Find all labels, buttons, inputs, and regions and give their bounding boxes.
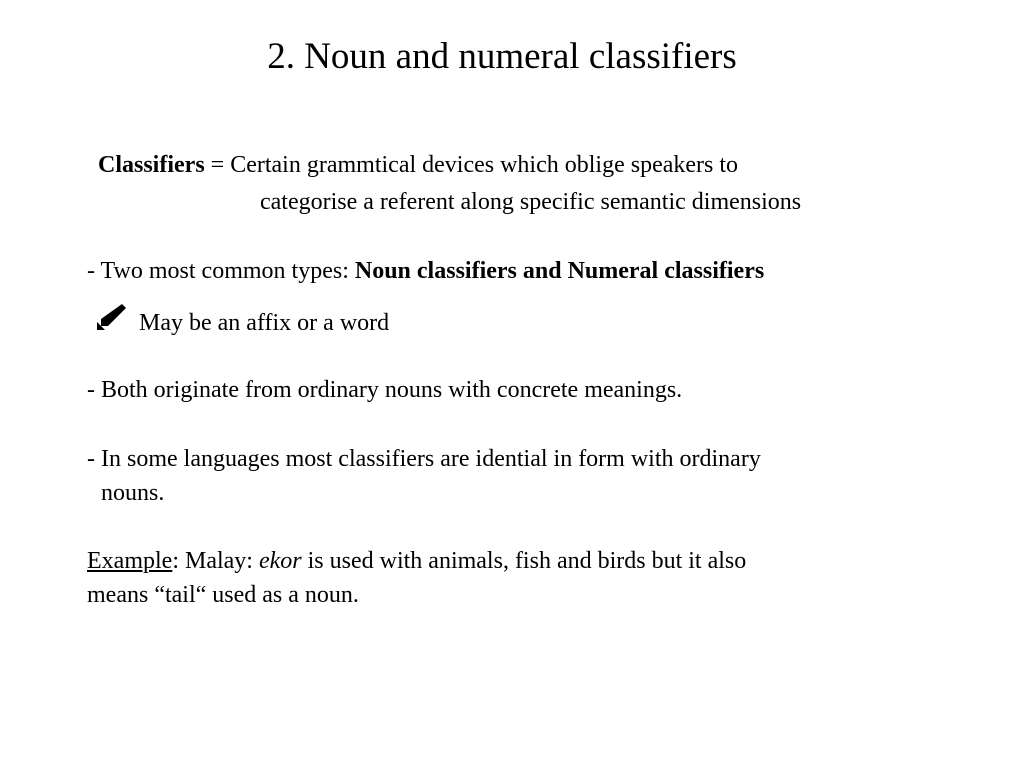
identity-bullet-line-2: nouns. <box>101 480 165 506</box>
affix-note-text: May be an affix or a word <box>139 310 390 336</box>
example-rest: is used with animals, fish and birds but it also <box>301 548 747 574</box>
slide-title: 2. Noun and numeral classifiers <box>267 36 737 77</box>
example-line-1 <box>87 544 746 578</box>
definition-text-1: Certain grammtical devices which oblige speakers to <box>230 152 739 178</box>
definition-separator: = <box>204 152 231 178</box>
definition-term: Classifiers <box>98 152 205 178</box>
example-label: Example <box>87 548 173 574</box>
types-bullet <box>87 254 764 288</box>
definition-line-2: categorise a referent along specific semantic dimensions <box>260 189 802 215</box>
types-prefix: - Two most common types: <box>87 258 355 284</box>
example-language: : Malay: <box>172 548 259 574</box>
identity-bullet-line-1: - In some languages most classifiers are idential in form with ordinary <box>87 446 761 472</box>
types-emphasis: Noun classifiers and Numeral classifiers <box>354 258 765 284</box>
affix-note <box>87 302 389 340</box>
example-line-2: means “tail“ used as a noun. <box>87 582 359 608</box>
down-left-arrow-icon <box>95 302 129 332</box>
origin-bullet: - Both originate from ordinary nouns with concrete meanings. <box>87 377 683 403</box>
example-word: ekor <box>258 548 302 574</box>
definition-line-1 <box>98 148 738 182</box>
